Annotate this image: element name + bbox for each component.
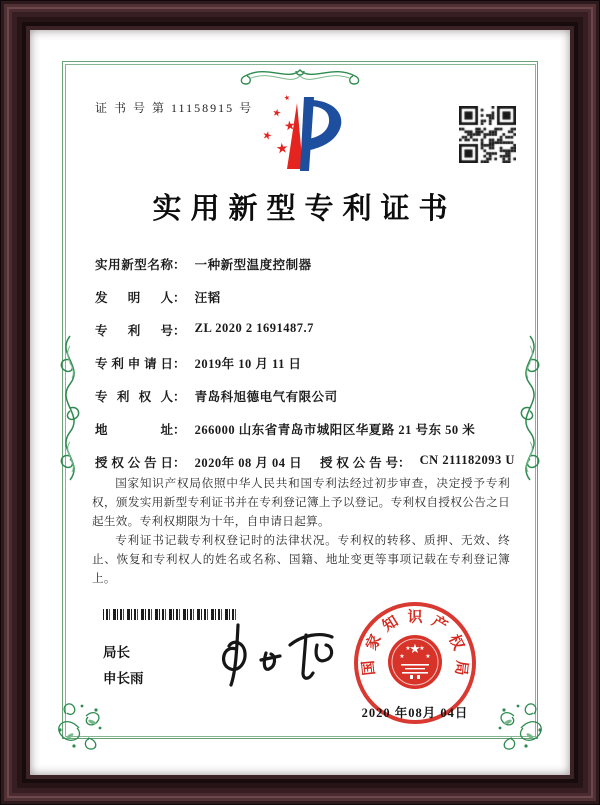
signer-block: [103, 640, 144, 692]
svg-text:★: ★: [399, 654, 405, 660]
field-label: 专利申请日: [95, 357, 173, 371]
svg-text:★: ★: [409, 641, 421, 656]
field-row-patentee: 专利权人： 青岛科旭德电气有限公司: [95, 387, 338, 405]
logo-star-icon: ★: [283, 117, 297, 134]
bottom-right-floral-ornament: [494, 700, 548, 754]
field-label: 专利号: [95, 324, 173, 338]
logo-star-icon: ★: [275, 141, 290, 158]
field-label: 地址: [95, 423, 173, 437]
seal-character: 局: [451, 659, 469, 677]
field-row-filing-date: 专利申请日： 2019年 10 月 11 日: [95, 354, 301, 372]
field-row-inventor: 发明人： 汪韬: [95, 288, 221, 306]
field-value: 一种新型温度控制器: [194, 258, 312, 272]
qr-code: [459, 106, 516, 163]
seal-character: 识: [407, 609, 423, 626]
field-value: ZL 2020 2 1691487.7: [194, 321, 314, 335]
seal-character: 家: [363, 632, 385, 654]
field-label: 实用新型名称: [95, 258, 173, 272]
signer-title: 局长: [103, 645, 130, 660]
right-flourish-ornament: [510, 332, 550, 484]
seal-character: 国: [361, 659, 379, 677]
logo-blue-bar: [300, 97, 314, 171]
field-row-grant: 授权公告日： 2020年 08 月 04 日 授权公告号： CN 211182093 U: [95, 453, 515, 470]
field-value: 汪韬: [194, 291, 221, 305]
certificate-number: 证 书 号 第 11158915 号: [95, 101, 254, 115]
signer-name: 申长雨: [103, 671, 144, 686]
field-value: CN 211182093 U: [419, 453, 515, 467]
svg-text:★: ★: [419, 646, 425, 652]
field-value: 266000 山东省青岛市城阳区华夏路 21 号东 50 米: [194, 423, 476, 437]
legal-paragraph: 国家知识产权局依照中华人民共和国专利法经过初步审查，决定授予专利权，颁发实用新型专利证书并在专利登记簿上予以登记。专利权自授权公告之日起生效。专利权期限为十年，自申请日起算。: [92, 477, 510, 528]
bottom-left-floral-ornament: [52, 700, 106, 754]
seal-date: 2020 年08月 04日: [361, 706, 469, 720]
seal-character: 知: [380, 613, 402, 636]
logo-star-icon: ★: [271, 107, 282, 120]
field-value: 青岛科旭德电气有限公司: [194, 390, 338, 404]
field-label: 授权公告日: [95, 456, 173, 470]
svg-text:★: ★: [425, 654, 431, 660]
field-label: 发明人: [95, 291, 173, 305]
certificate-title: 实用新型专利证书: [152, 193, 457, 225]
left-flourish-ornament: [50, 332, 90, 484]
seal-character: 产: [428, 613, 450, 636]
svg-text:★: ★: [405, 646, 411, 652]
legal-body-text: [92, 474, 510, 588]
field-row-patent-number: 专利号： ZL 2020 2 1691487.7: [95, 321, 314, 338]
field-label: 专利权人: [95, 390, 173, 404]
field-grant-number: 授权公告号： CN 211182093 U: [320, 453, 515, 470]
field-value: 2020年 08 月 04 日: [194, 456, 303, 470]
field-row-utility-model-name: 实用新型名称： 一种新型温度控制器: [95, 255, 312, 273]
field-value: 2019年 10 月 11 日: [194, 357, 302, 371]
top-flourish-ornament: [237, 60, 363, 86]
field-row-address: 地址： 266000 山东省青岛市城阳区华夏路 21 号东 50 米: [95, 420, 475, 438]
legal-paragraph: 专利证书记载专利权登记时的法律状况。专利权的转移、质押、无效、终止、恢复和专利权人的姓名或名称、国籍、地址变更等事项记载在专利登记簿上。: [92, 534, 510, 585]
logo-star-icon: ★: [283, 93, 291, 103]
seal-character: 权: [445, 632, 467, 654]
cnipa-logo-icon: [240, 93, 360, 181]
field-label: 授权公告号: [320, 456, 398, 470]
logo-red-wedge: [287, 103, 303, 169]
logo-star-icon: ★: [260, 128, 274, 144]
director-signature: [210, 615, 350, 695]
